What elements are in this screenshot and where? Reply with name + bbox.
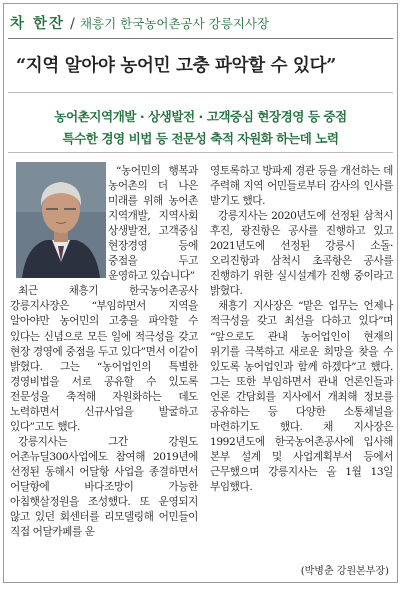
subheadline-1: 농어촌지역개발 · 상생발전 · 고객중심 현장경영 등 중점 bbox=[54, 109, 347, 124]
interviewee-title: 채흥기 한국농어촌공사 강릉지사장 bbox=[79, 16, 270, 31]
byline: (박병춘 강원본부장) bbox=[300, 566, 389, 577]
paragraph: 채흥기 지사장은 “맡은 업무는 언제나 적극성을 갖고 최선을 다하고 있다”며 “앞으로도 관내 농어업인이 현재의 위기를 극복하고 새로운 희망을 찾을 수 있도록 농어업인과 함께 하겠다”고 했다. 그는 또한 부임하면서 관내 언론인들과 언론 간담회를 지사에서 개최해 정보를 공유하는 등 다양한 소통채널을 마련하기도 했다. 채 지사장은 1992년도에 한국농어촌공사에 입사해 본부 설계 및 사업계획부서 등에서 근무했으며 강릉지사는 올 1월 13일 부임했다. bbox=[210, 300, 393, 493]
subheadline-2: 특수한 경영 비법 등 전문성 축적 자원화 하는데 노력 bbox=[62, 131, 339, 146]
paragraph: 최근 채흥기 한국농어촌공사 강릉지사장은 “부임하면서 지역을 알아야만 농어민의 고충을 파악할 수 있다는 신념으로 모든 일에 적극성을 갖고 현장 경영에 중점을 두고 있다”면서 이같이 밝혔다. 그는 “농어업인의 특별한 경영비법을 서로 공유할 수 있도록 전문성을 축적해 자원화하는 데도 노력하면서 신규사업을 발굴하고 있다”고도 했다. bbox=[10, 285, 198, 433]
article bbox=[3, 3, 398, 583]
headline: “지역 알아야 농어민 고충 파악할 수 있다” bbox=[16, 56, 336, 76]
header-separator: / bbox=[70, 16, 75, 32]
column-header bbox=[10, 12, 269, 33]
column-name: 차 한잔 bbox=[10, 16, 66, 32]
subheadline-divider bbox=[8, 152, 393, 153]
paragraph: 영토록하고 방파제 경관 등을 개선하는 데 주력해 지역 어민들로부터 감사의 인사를 받기도 했다. bbox=[210, 165, 393, 208]
headline-divider bbox=[8, 92, 393, 93]
portrait-photo-icon bbox=[16, 162, 106, 278]
header-divider bbox=[8, 38, 393, 39]
paragraph: 강릉지사는 2020년도에 선정된 삼척시 후진, 광진항은 공사를 진행하고 있고 2021년도에 선정된 강릉시 소돌·오리진항과 삼척시 초곡항은 공사를 진행하기 위한 실시설계가 진행 중이라고 밝혔다. bbox=[210, 210, 393, 298]
body-column-right bbox=[210, 164, 393, 495]
paragraph: 강릉지사는 그간 강원도 어촌뉴딜300사업에도 참여해 2019년에 선정된 동해시 어달항 사업을 종결하면서 어달항에 바다조망이 가능한 아침햇살정원을 조성했다. 또 운영되지 않고 있던 회센터를 리모델링해 어민들이 직접 어달카페를 운 bbox=[10, 435, 198, 539]
paragraph: “농어민의 행복과 농어촌의 더 나은 미래를 위해 농어촌 지역개발, 지역사회 상생발전, 고객중심 현장경영 등에 중점을 두고 운영하고 있습니다” bbox=[108, 165, 198, 283]
